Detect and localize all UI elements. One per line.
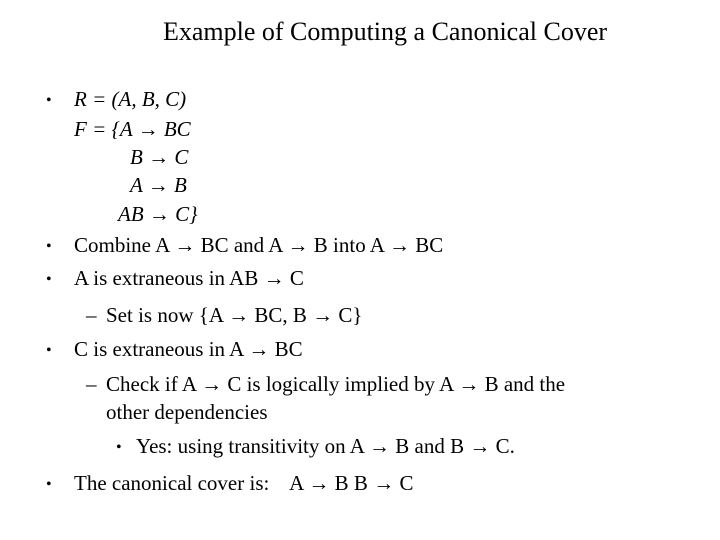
line-dependency-a-b: A → B: [130, 173, 187, 197]
line-dependency-ab-c: AB → C}: [118, 202, 198, 226]
bullet-marker: •: [46, 92, 52, 109]
bullet-marker: •: [46, 476, 52, 493]
dash-marker: –: [86, 303, 97, 327]
bullet-marker: •: [46, 238, 52, 255]
line-other-dependencies: other dependencies: [106, 400, 268, 424]
line-c-extraneous: C is extraneous in A → BC: [74, 337, 303, 361]
line-a-extraneous: A is extraneous in AB → C: [74, 266, 304, 290]
line-relation-schema: R = (A, B, C): [74, 87, 187, 111]
line-transitivity: Yes: using transitivity on A → B and B → C.: [136, 434, 515, 458]
line-check-implied: Check if A → C is logically implied by A → B and the: [106, 372, 566, 396]
dash-marker: –: [86, 372, 97, 396]
line-set-now: Set is now {A → BC, B → C}: [106, 303, 363, 327]
bullet-marker: •: [46, 342, 52, 359]
line-dependency-b-c: B → C: [130, 145, 189, 169]
bullet-marker: •: [116, 439, 122, 456]
line-dependency-set-start: F = {A → BC: [74, 117, 191, 141]
line-canonical-cover: The canonical cover is: A → B B → C: [74, 471, 414, 495]
slide-title: Example of Computing a Canonical Cover: [162, 17, 608, 46]
bullet-marker: •: [46, 271, 52, 288]
line-combine: Combine A → BC and A → B into A → BC: [74, 233, 444, 257]
